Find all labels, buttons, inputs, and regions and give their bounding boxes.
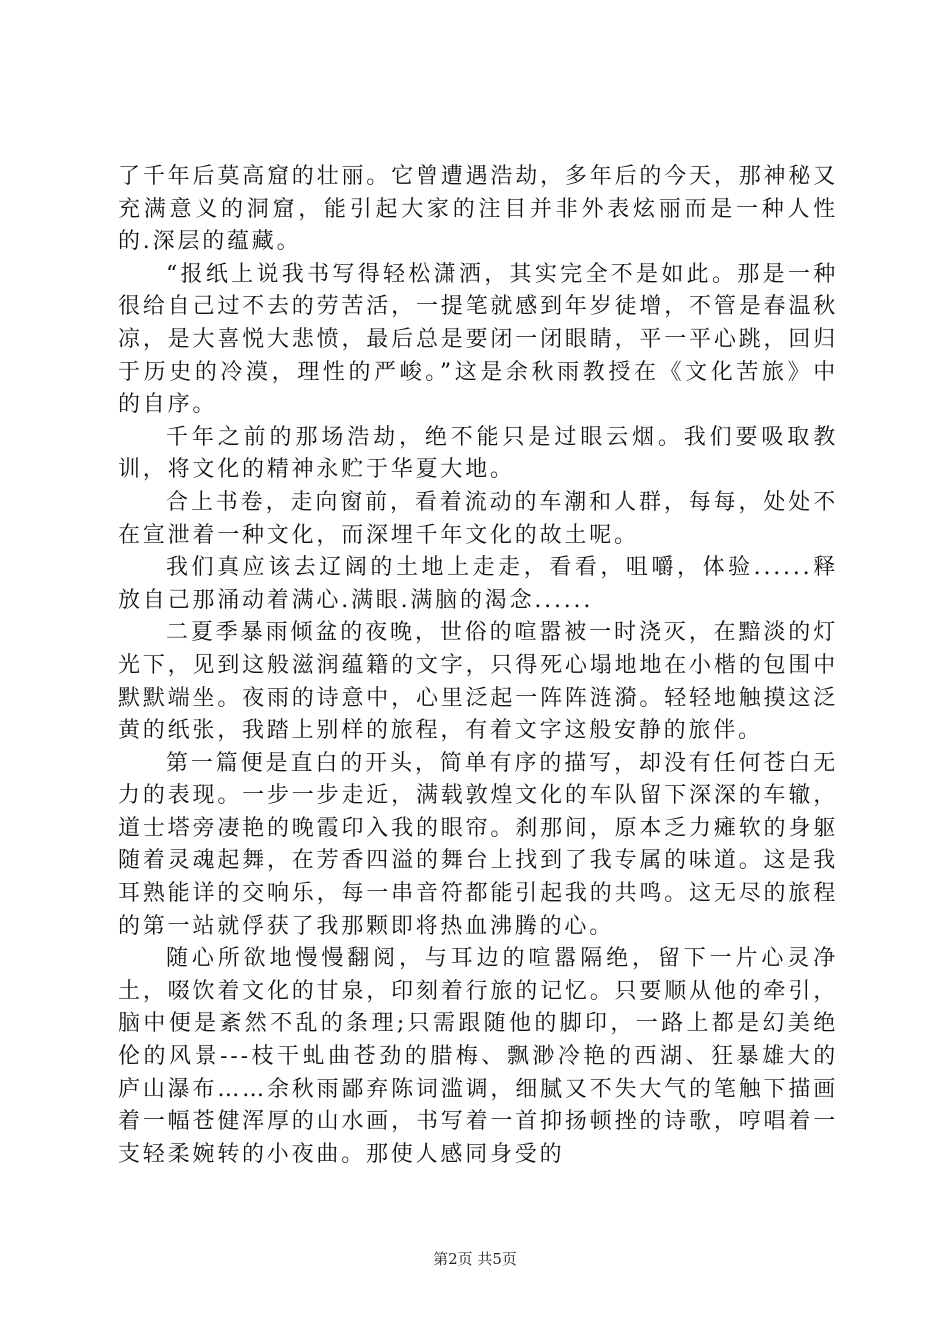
paragraph-2: “报纸上说我书写得轻松潇洒，其实完全不是如此。那是一种很给自己过不去的劳苦活，一提笔就感到年岁徒增，不管是春温秋凉，是大喜悦大悲愤，最后总是要闭一闭眼睛，平一平心跳，回归于历史的冷漠，理性的严峻。”这是余秋雨教授在《文化苦旅》中的自序。 [118, 261, 838, 418]
paragraph-3: 千年之前的那场浩劫，绝不能只是过眼云烟。我们要吸取教训，将文化的精神永贮于华夏大地。 [118, 424, 838, 483]
document-body [118, 161, 838, 1171]
paragraph-4: 合上书卷，走向窗前，看着流动的车潮和人群，每每，处处不在宣泄着一种文化，而深埋千年文化的故土呢。 [118, 489, 838, 548]
page-footer: 第2页 共5页 [433, 1250, 517, 1268]
paragraph-8: 随心所欲地慢慢翻阅，与耳边的喧嚣隔绝，留下一片心灵净土，啜饮着文化的甘泉，印刻着行旅的记忆。只要顺从他的牵引，脑中便是紊然不乱的条理;只需跟随他的脚印，一路上都是幻美绝伦的风景---枝干虬曲苍劲的腊梅、飘渺冷艳的西湖、狂暴雄大的庐山瀑布……余秋雨鄙弃陈词滥调，细腻又不失大气的笔触下描画着一幅苍健浑厚的山水画，书写着一首抑扬顿挫的诗歌，哼唱着一支轻柔婉转的小夜曲。那使人感同身受的 [118, 946, 838, 1167]
paragraph-5: 我们真应该去辽阔的土地上走走，看看，咀嚼，体验......释放自己那涌动着满心.满眼.满脑的渴念...... [118, 555, 838, 613]
paragraph-7: 第一篇便是直白的开头，简单有序的描写，却没有任何苍白无力的表现。一步一步走近，满载敦煌文化的车队留下深深的车辙，道士塔旁凄艳的晚霞印入我的眼帘。刹那间，原本乏力瘫软的身躯随着灵魂起舞，在芳香四溢的舞台上找到了我专属的味道。这是我耳熟能详的交响乐，每一串音符都能引起我的共鸣。这无尽的旅程的第一站就俘获了我那颗即将热血沸腾的心。 [118, 750, 838, 939]
paragraph-1: 了千年后莫高窟的壮丽。它曾遭遇浩劫，多年后的今天，那神秘又充满意义的洞窟，能引起大家的注目并非外表炫丽而是一种人性的.深层的蕴藏。 [118, 164, 838, 255]
paragraph-6: 二夏季暴雨倾盆的夜晚，世俗的喧嚣被一时浇灭，在黯淡的灯光下，见到这般滋润蕴籍的文字，只得死心塌地地在小楷的包围中默默端坐。夜雨的诗意中，心里泛起一阵阵涟漪。轻轻地触摸这泛黄的纸张，我踏上别样的旅程，有着文字这般安静的旅伴。 [118, 620, 838, 744]
